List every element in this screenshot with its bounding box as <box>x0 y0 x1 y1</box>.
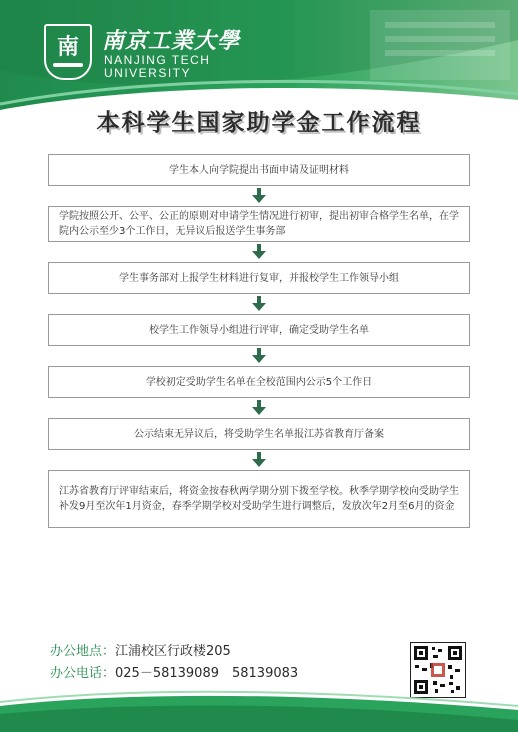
flow-step-text: 公示结束无异议后，将受助学生名单报江苏省教育厅备案 <box>134 428 384 440</box>
university-name-cn: 南京工業大學 <box>102 28 241 54</box>
flow-step-text: 学院按照公开、公平、公正的原则对申请学生情况进行初审，提出初审合格学生名单，在学院内公示至少3个工作日，无异议后报送学生事务部 <box>59 211 459 237</box>
office-address-label: 办公地点： <box>50 644 116 659</box>
flow-step-3 <box>48 262 470 294</box>
page-title: 本科学生国家助学金工作流程 <box>96 109 422 136</box>
flow-step-text: 学生本人向学院提出书面申请及证明材料 <box>169 164 349 176</box>
footer-wave-decoration <box>0 680 518 732</box>
university-seal-icon: 南 <box>44 24 92 80</box>
down-arrow-icon <box>48 346 470 366</box>
down-arrow-icon <box>48 450 470 470</box>
down-arrow-icon <box>48 186 470 206</box>
university-name-en-line1: NANJING TECH <box>104 53 211 67</box>
flow-step-text: 学校初定受助学生名单在全校范围内公示5个工作日 <box>145 376 373 388</box>
university-name-en-line2: UNIVERSITY <box>104 66 192 80</box>
flow-step-2 <box>48 206 470 242</box>
down-arrow-icon <box>48 398 470 418</box>
down-arrow-icon <box>48 242 470 262</box>
office-address <box>50 640 231 659</box>
office-phone <box>50 662 298 681</box>
flow-step-1 <box>48 154 470 186</box>
down-arrow-icon <box>48 294 470 314</box>
flow-step-7 <box>48 470 470 528</box>
flow-step-6 <box>48 418 470 450</box>
process-flowchart <box>48 154 470 528</box>
flow-step-text: 江苏省教育厅评审结束后，将资金按春秋两学期分别下拨至学校。秋季学期学校向受助学生补发9月至次年1月资金，春季学期学校对受助学生进行调整后，发放次年2月至6月的资金 <box>59 486 459 512</box>
flow-step-text: 校学生工作领导小组进行评审，确定受助学生名单 <box>149 324 369 336</box>
flow-step-4 <box>48 314 470 346</box>
office-phone-value: 025－58139089 58139083 <box>115 666 299 681</box>
flow-step-5 <box>48 366 470 398</box>
university-name-en <box>104 54 210 80</box>
flow-step-text: 学生事务部对上报学生材料进行复审，并报校学生工作领导小组 <box>119 272 399 284</box>
office-address-value: 江浦校区行政楼205 <box>115 644 231 659</box>
office-phone-label: 办公电话： <box>50 666 116 681</box>
